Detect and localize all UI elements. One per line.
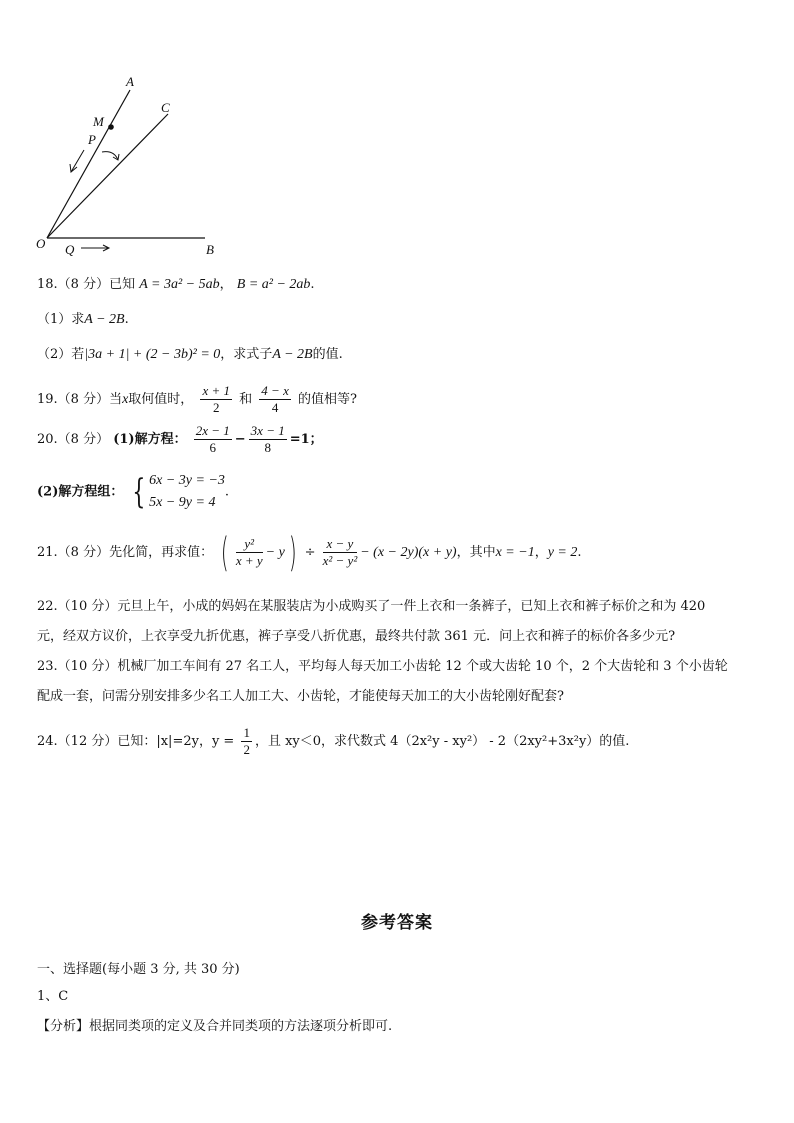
label-A: A xyxy=(126,74,134,89)
question-18-part-1: （1）求A − 2B. xyxy=(37,312,129,327)
fraction-2: $\frac{x - y}{\text{x² − y²}}$ xyxy=(322,536,358,568)
fraction-1: $\frac{2x - 1}{6}$ xyxy=(195,423,230,455)
question-23: 23.（10 分）机械厂加工车间有 27 名工人，平均每人每天加工小齿轮 12 个或大齿轮 10 个，2 个大齿轮和 3 个小齿轮 配成一套，问需分别安排多少名工人加工大、小齿轮，才能使每天加工的大小齿轮刚好配套? xyxy=(37,659,728,704)
question-18-part-2: （2）若|3a + 1| + (2 − 3b)² = 0，求式子A − 2B的值. xyxy=(37,347,343,362)
label-O: O xyxy=(36,236,46,251)
point-M xyxy=(108,124,114,130)
label-Q: Q xyxy=(65,242,75,257)
equation-system: 6x − 3y = −3 5x − 9y = 4 xyxy=(149,473,225,510)
fraction-half: $\frac{1}{2}$ xyxy=(243,725,250,757)
fraction-1: $\frac{\text{y²}}{x + y}$ xyxy=(235,536,263,568)
question-19: 19.（8 分）当x取何值时， $\frac{x + 1}{2}$ 和 $\frac{4 - x}{4}$ 的值相等? xyxy=(37,383,357,415)
ray-OA xyxy=(47,90,130,238)
answer-1: 1、C xyxy=(37,989,69,1004)
question-20-part-2: (2)解方程组： { 6x − 3y = −3 5x − 9y = 4 . xyxy=(37,472,230,512)
answers-title: 参考答案 xyxy=(361,913,433,933)
angle-figure xyxy=(30,70,230,265)
question-22: 22.（10 分）元旦上午，小成的妈妈在某服装店为小成购买了一件上衣和一条裤子，已知上衣和裤子标价之和为 420 元，经双方议价，上衣享受九折优惠，裤子享受八折优惠，最终共付款 361 元．问上衣和裤子的标价各多少元? xyxy=(37,599,706,644)
label-B: B xyxy=(206,242,214,257)
answers-section-heading: 一、选择题(每小题 3 分, 共 30 分) xyxy=(37,962,240,977)
question-21: 21.（8 分）先化简，再求值： ( $\frac{\text{y²}}{x + y}$ − y) ÷ $\frac{x - y}{\text{x² − y²}}$ − (x − 2y)(x + y)，其中x = −1，y = 2. xyxy=(37,529,582,576)
ray-OC xyxy=(47,114,168,238)
fraction-1: $\frac{x + 1}{2}$ xyxy=(202,383,230,415)
fraction-2: $\frac{4 - x}{4}$ xyxy=(261,383,289,415)
label-M: M xyxy=(93,114,104,129)
fraction-2: $\frac{3x - 1}{8}$ xyxy=(250,423,285,455)
question-24: 24.（12 分）已知：|x|=2y，y = $\frac{1}{2}$ ，且 xy＜0，求代数式 4（2x²y - xy²） - 2（2xy²+3x²y）的值. xyxy=(37,725,630,757)
label-C: C xyxy=(161,100,170,115)
expr-B: B = a² − 2ab xyxy=(236,277,311,292)
answer-1-analysis: 【分析】根据同类项的定义及合并同类项的方法逐项分析即可. xyxy=(37,1019,393,1034)
question-18: 18.（8 分）已知 A = 3a² − 5ab， B = a² − 2ab. xyxy=(37,277,315,292)
system-brace: { xyxy=(131,472,145,512)
question-20-part-1: 20.（8 分） (1)解方程： $\frac{2x - 1}{6}$ − $\frac{3x - 1}{8}$ =1； xyxy=(37,423,323,455)
arrow-P xyxy=(71,150,84,172)
expr-A: A = 3a² − 5ab xyxy=(139,277,220,292)
label-P: P xyxy=(88,132,96,147)
